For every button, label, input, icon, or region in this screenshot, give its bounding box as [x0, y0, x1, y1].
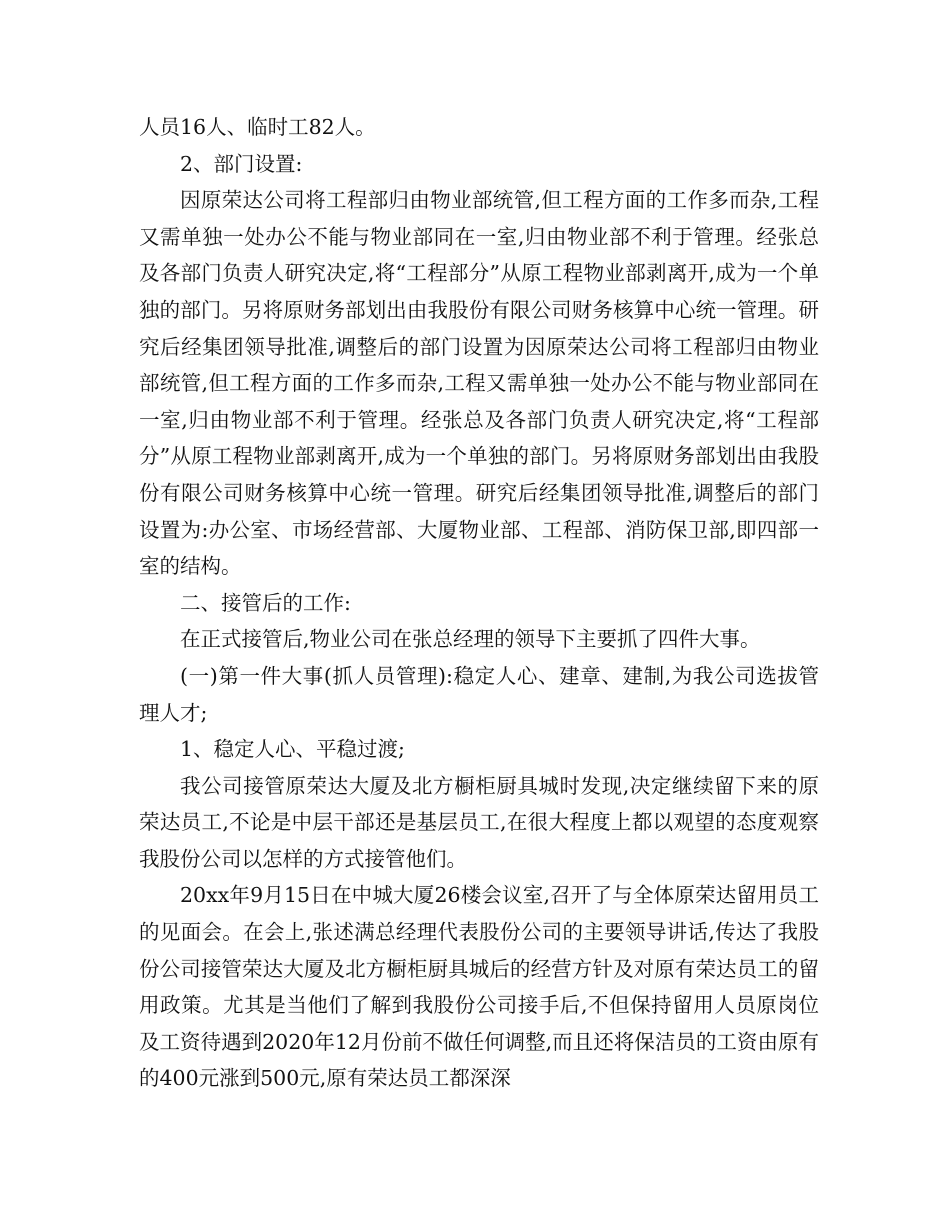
paragraph: 在正式接管后,物业公司在张总经理的领导下主要抓了四件大事。	[180, 627, 761, 652]
section-heading: 1、稳定人心、平稳过渡;	[180, 737, 405, 762]
document-body	[139, 109, 819, 1097]
section-heading: 二、接管后的工作:	[180, 590, 351, 615]
paragraph: 人员16人、临时工82人。	[139, 115, 376, 139]
paragraph: (一)第一件大事(抓人员管理):稳定人心、建章、建制,为我公司选拔管理人才;	[139, 663, 819, 725]
paragraph: 我公司接管原荣达大厦及北方橱柜厨具城时发现,决定继续留下来的原荣达员工,不论是中层干部还是基层员工,在很大程度上都以观望的态度观察我股份公司以怎样的方式接管他们。	[139, 773, 819, 871]
paragraph: 20xx年9月15日在中城大厦26楼会议室,召开了与全体原荣达留用员工的见面会。在会上,张述满总经理代表股份公司的主要领导讲话,传达了我股份公司接管荣达大厦及北方橱柜厨具城后的经营方针及对原有荣达员工的留用政策。尤其是当他们了解到我股份公司接手后,不但保持留用人员原岗位及工资待遇到2020年12月份前不做任何调整,而且还将保洁员的工资由原有的400元涨到500元,原有荣达员工都深深	[139, 883, 819, 1091]
section-heading: 2、部门设置:	[180, 151, 303, 176]
paragraph: 因原荣达公司将工程部归由物业部统管,但工程方面的工作多而杂,工程又需单独一处办公不能与物业部同在一室,归由物业部不利于管理。经张总及各部门负责人研究决定,将“工程部分”从原工程物业部剥离开,成为一个单独的部门。另将原财务部划出由我股份有限公司财务核算中心统一管理。研究后经集团领导批准,调整后的部门设置为因原荣达公司将工程部归由物业部统管,但工程方面的工作多而杂,工程又需单独一处办公不能与物业部同在一室,归由物业部不利于管理。经张总及各部门负责人研究决定,将“工程部分”从原工程物业部剥离开,成为一个单独的部门。另将原财务部划出由我股份有限公司财务核算中心统一管理。研究后经集团领导批准,调整后的部门设置为:办公室、市场经营部、大厦物业部、工程部、消防保卫部,即四部一室的结构。	[139, 188, 819, 579]
